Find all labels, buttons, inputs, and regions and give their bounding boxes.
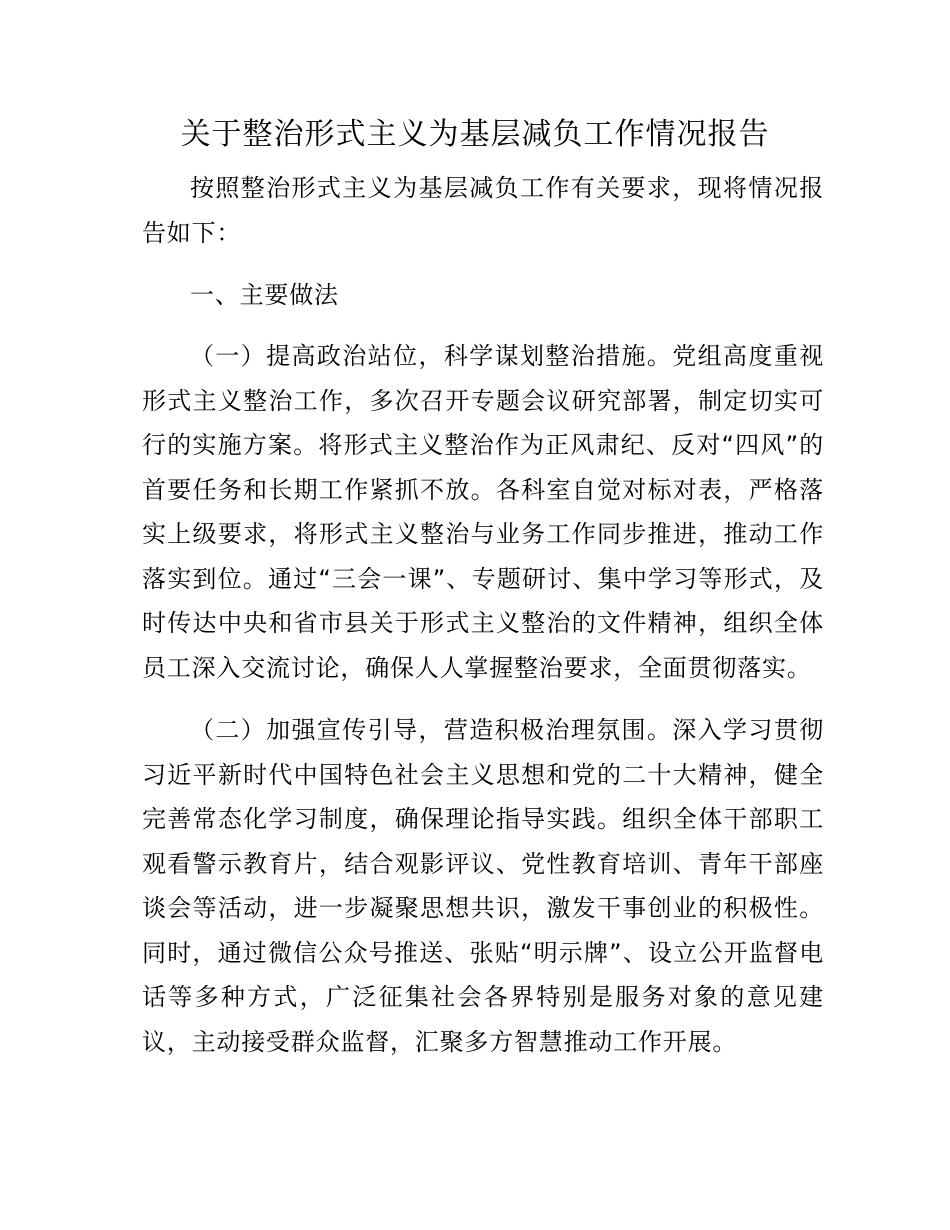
document-body — [142, 166, 824, 1082]
document-title: 关于整治形式主义为基层减负工作情况报告 — [180, 117, 770, 152]
intro-paragraph: 按照整治形式主义为基层减负工作有关要求，现将情况报告如下： — [142, 174, 824, 247]
paragraph-publicity-guidance: （二）加强宣传引导，营造积极治理氛围。深入学习贯彻习近平新时代中国特色社会主义思想和党的二十大精神，健全完善常态化学习制度，确保理论指导实践。组织全体干部职工观看警示教育片，结合观影评议、党性教育培训、青年干部座谈会等活动，进一步凝聚思想共识，激发干事创业的积极性。同时，通过微信公众号推送、张贴“明示牌”、设立公开监督电话等多种方式，广泛征集社会各界特别是服务对象的意见建议，主动接受群众监督，汇聚多方智慧推动工作开展。 — [142, 716, 824, 1056]
paragraph-political-stance: （一）提高政治站位，科学谋划整治措施。党组高度重视形式主义整治工作，多次召开专题会议研究部署，制定切实可行的实施方案。将形式主义整治作为正风肃纪、反对“四风”的首要任务和长期工作紧抓不放。各科室自觉对标对表，严格落实上级要求，将形式主义整治与业务工作同步推进，推动工作落实到位。通过“三会一课”、专题研讨、集中学习等形式，及时传达中央和省市县关于形式主义整治的文件精神，组织全体员工深入交流讨论，确保人人掌握整治要求，全面贯彻落实。 — [142, 342, 824, 682]
section-heading-main-practices: 一、主要做法 — [190, 281, 339, 309]
